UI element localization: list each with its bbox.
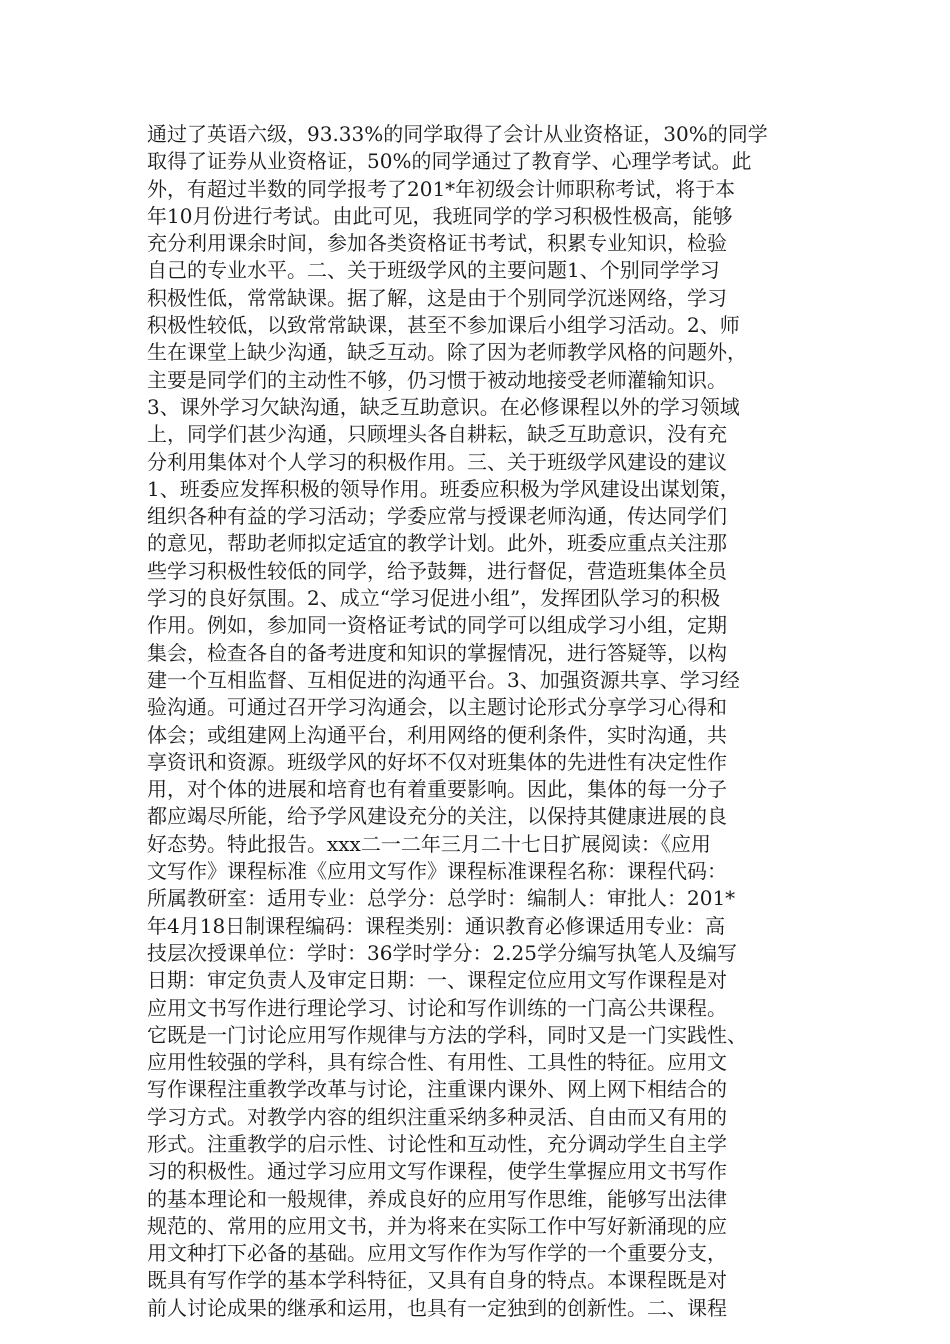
text-line: 应用文书写作进行理论学习、讨论和写作训练的一门高公共课程。 bbox=[147, 995, 727, 1020]
text-line: 日期：审定负责人及审定日期：一、课程定位应用文写作课程是对 bbox=[147, 968, 727, 993]
text-line: 都应竭尽所能，给予学风建设充分的关注，以保持其健康进展的良 bbox=[147, 804, 727, 829]
text-line: 积极性低，常常缺课。据了解，这是由于个别同学沉迷网络，学习 bbox=[147, 285, 727, 310]
text-line: 所属教研室：适用专业：总学分：总学时：编制人：审批人：201* bbox=[147, 886, 736, 911]
text-line: 上，同学们甚少沟通，只顾埋头各自耕耘，缺乏互助意识，没有充 bbox=[147, 422, 727, 447]
text-line: 建一个互相监督、互相促进的沟通平台。3、加强资源共享、学习经 bbox=[147, 667, 740, 692]
text-line: 技层次授课单位：学时：36学时学分：2.25学分编写执笔人及编写 bbox=[147, 940, 737, 965]
text-line: 它既是一门讨论应用写作规律与方法的学科，同时又是一门实践性、 bbox=[147, 1022, 747, 1047]
text-line: 文写作》课程标准《应用文写作》课程标准课程名称：课程代码： bbox=[147, 859, 727, 884]
text-line: 集会，检查各自的备考进度和知识的掌握情况，进行答疑等，以构 bbox=[147, 640, 727, 665]
text-line: 好态势。特此报告。xxx二一二年三月二十七日扩展阅读：《应用 bbox=[147, 831, 711, 856]
text-line: 享资讯和资源。班级学风的好坏不仅对班集体的先进性有决定性作 bbox=[147, 749, 727, 774]
text-line: 写作课程注重教学改革与讨论，注重课内课外、网上网下相结合的 bbox=[147, 1077, 727, 1102]
text-line: 作用。例如，参加同一资格证考试的同学可以组成学习小组，定期 bbox=[147, 613, 727, 638]
text-line: 既具有写作学的基本学科特征，又具有自身的特点。本课程既是对 bbox=[147, 1268, 727, 1293]
document-body-text bbox=[147, 121, 827, 1322]
text-line: 学习的良好氛围。2、成立“学习促进小组”，发挥团队学习的积极 bbox=[147, 586, 721, 611]
text-line: 些学习积极性较低的同学，给予鼓舞，进行督促，营造班集体全员 bbox=[147, 558, 727, 583]
text-line: 习的积极性。通过学习应用文写作课程，使学生掌握应用文书写作 bbox=[147, 1159, 727, 1184]
text-line: 3、课外学习欠缺沟通，缺乏互助意识。在必修课程以外的学习领域 bbox=[147, 394, 740, 419]
text-line: 的意见，帮助老师拟定适宜的教学计划。此外，班委应重点关注那 bbox=[147, 531, 727, 556]
text-line: 生在课堂上缺少沟通，缺乏互动。除了因为老师教学风格的问题外， bbox=[147, 340, 747, 365]
text-line: 学习方式。对教学内容的组织注重采纳多种灵活、自由而又有用的 bbox=[147, 1104, 727, 1129]
text-line: 用文种打下必备的基础。应用文写作作为写作学的一个重要分支， bbox=[147, 1241, 727, 1266]
text-line: 取得了证券从业资格证，50%的同学通过了教育学、心理学考试。此 bbox=[147, 149, 752, 174]
text-line: 的基本理论和一般规律，养成良好的应用写作思维，能够写出法律 bbox=[147, 1186, 727, 1211]
text-line: 组织各种有益的学习活动；学委应常与授课老师沟通，传达同学们 bbox=[147, 504, 727, 529]
text-line: 验沟通。可通过召开学习沟通会，以主题讨论形式分享学习心得和 bbox=[147, 695, 727, 720]
text-line: 1、班委应发挥积极的领导作用。班委应积极为学风建设出谋划策， bbox=[147, 476, 740, 501]
text-line: 体会；或组建网上沟通平台，利用网络的便利条件，实时沟通，共 bbox=[147, 722, 727, 747]
text-line: 主要是同学们的主动性不够，仍习惯于被动地接受老师灌输知识。 bbox=[147, 367, 727, 392]
text-line: 年10月份进行考试。由此可见，我班同学的学习积极性极高，能够 bbox=[147, 203, 733, 228]
text-line: 积极性较低，以致常常缺课，甚至不参加课后小组学习活动。2、师 bbox=[147, 313, 740, 338]
text-line: 充分利用课余时间，参加各类资格证书考试，积累专业知识，检验 bbox=[147, 231, 727, 256]
text-line: 规范的、常用的应用文书，并为将来在实际工作中写好新涌现的应 bbox=[147, 1213, 727, 1238]
text-line: 应用性较强的学科，具有综合性、有用性、工具性的特征。应用文 bbox=[147, 1050, 727, 1075]
text-line: 外，有超过半数的同学报考了201*年初级会计师职称考试，将于本 bbox=[147, 176, 736, 201]
text-line: 分利用集体对个人学习的积极作用。三、关于班级学风建设的建议 bbox=[147, 449, 727, 474]
text-line: 用，对个体的进展和培育也有着重要影响。因此，集体的每一分子 bbox=[147, 777, 727, 802]
text-line: 前人讨论成果的继承和运用，也具有一定独到的创新性。二、课程 bbox=[147, 1295, 727, 1320]
text-line: 通过了英语六级，93.33%的同学取得了会计从业资格证，30%的同学 bbox=[147, 122, 768, 146]
text-line: 年4月18日制课程编码：课程类别：通识教育必修课适用专业：高 bbox=[147, 913, 726, 938]
text-line: 自己的专业水平。二、关于班级学风的主要问题1、个别同学学习 bbox=[147, 258, 720, 283]
text-line: 形式。注重教学的启示性、讨论性和互动性，充分调动学生自主学 bbox=[147, 1131, 727, 1156]
